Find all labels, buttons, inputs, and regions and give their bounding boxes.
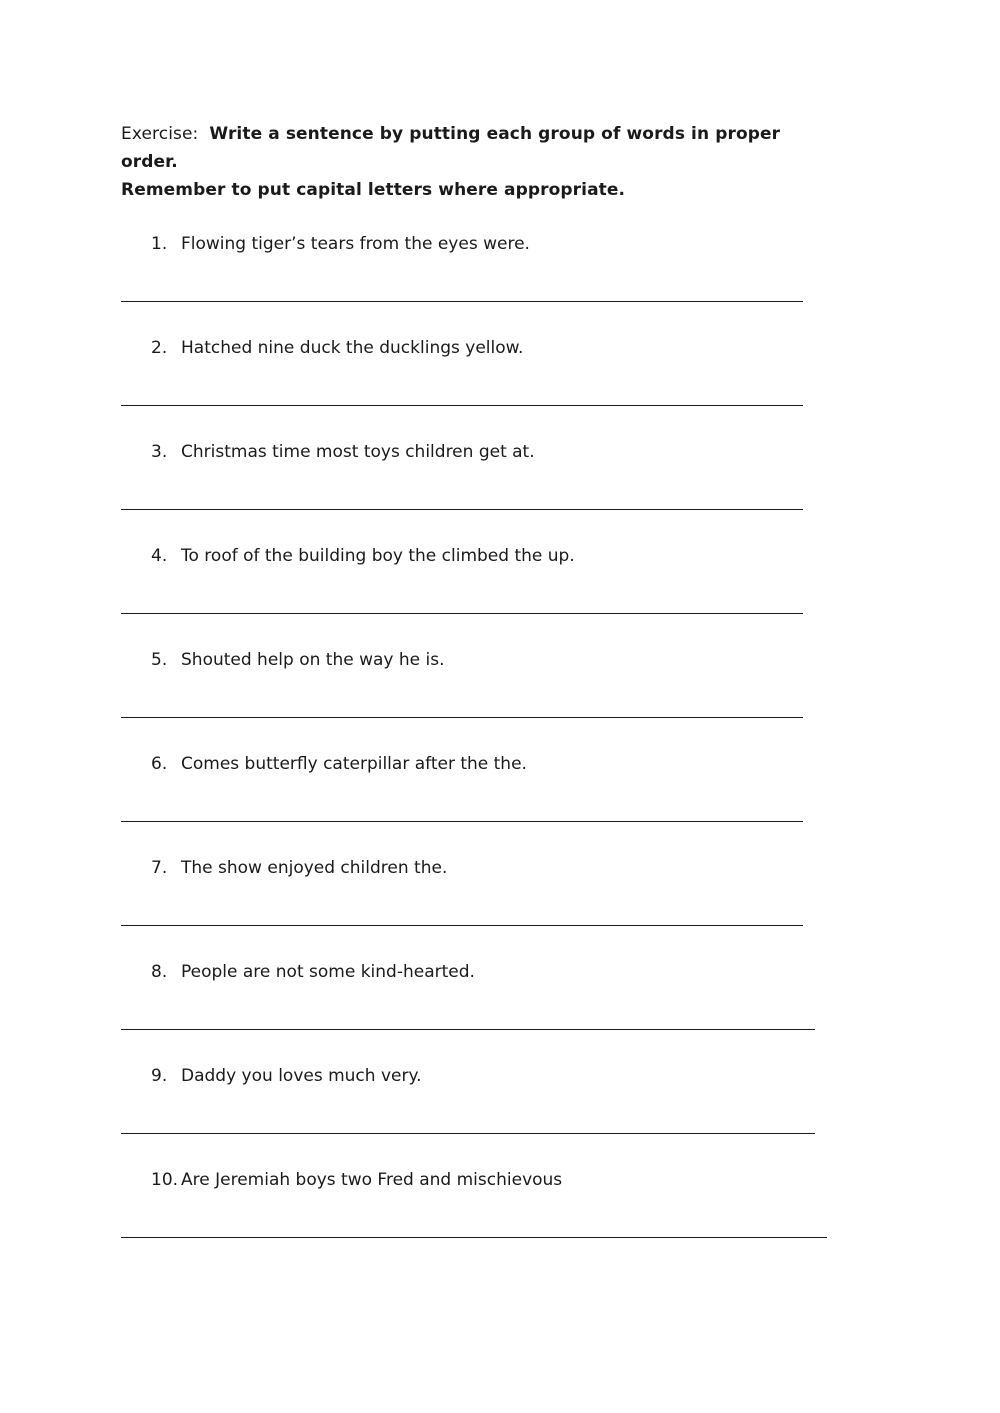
answer-line[interactable] (121, 613, 803, 614)
item-number: 3. (151, 442, 168, 462)
item-text: Comes butterfly caterpillar after the the. (181, 754, 527, 774)
item-text: Shouted help on the way he is. (181, 650, 445, 670)
list-item (151, 961, 475, 983)
item-text: Daddy you loves much very. (181, 1066, 422, 1086)
item-number: 4. (151, 546, 168, 566)
instruction-line-2: Remember to put capital letters where appropriate. (121, 180, 626, 200)
item-number: 1. (151, 234, 168, 254)
item-text: Are Jeremiah boys two Fred and mischievous (181, 1170, 563, 1190)
answer-line[interactable] (121, 301, 803, 302)
answer-line[interactable] (121, 509, 803, 510)
answer-line[interactable] (121, 1133, 815, 1134)
list-item (151, 233, 530, 255)
item-number: 10. (151, 1170, 179, 1190)
list-item (151, 857, 447, 879)
list-item (151, 649, 445, 671)
list-item (151, 753, 527, 775)
exercise-label: Exercise: (121, 124, 199, 144)
item-number: 7. (151, 858, 168, 878)
answer-line[interactable] (121, 1029, 815, 1030)
item-text: Flowing tiger’s tears from the eyes were. (181, 234, 530, 254)
exercise-instructions (121, 120, 841, 204)
list-item (151, 337, 523, 359)
answer-line[interactable] (121, 925, 803, 926)
list-item (151, 1169, 562, 1191)
answer-line[interactable] (121, 1237, 827, 1238)
item-number: 6. (151, 754, 168, 774)
answer-line[interactable] (121, 405, 803, 406)
item-number: 5. (151, 650, 168, 670)
item-text: To roof of the building boy the climbed the up. (181, 546, 575, 566)
list-item (151, 545, 575, 567)
item-number: 8. (151, 962, 168, 982)
item-number: 9. (151, 1066, 168, 1086)
item-number: 2. (151, 338, 168, 358)
answer-line[interactable] (121, 717, 803, 718)
list-item (151, 1065, 422, 1087)
item-text: Hatched nine duck the ducklings yellow. (181, 338, 524, 358)
answer-line[interactable] (121, 821, 803, 822)
item-text: Christmas time most toys children get at. (181, 442, 535, 462)
item-text: The show enjoyed children the. (181, 858, 448, 878)
instruction-line-1: Write a sentence by putting each group of words in proper order. (121, 124, 781, 172)
list-item (151, 441, 535, 463)
item-text: People are not some kind-hearted. (181, 962, 475, 982)
